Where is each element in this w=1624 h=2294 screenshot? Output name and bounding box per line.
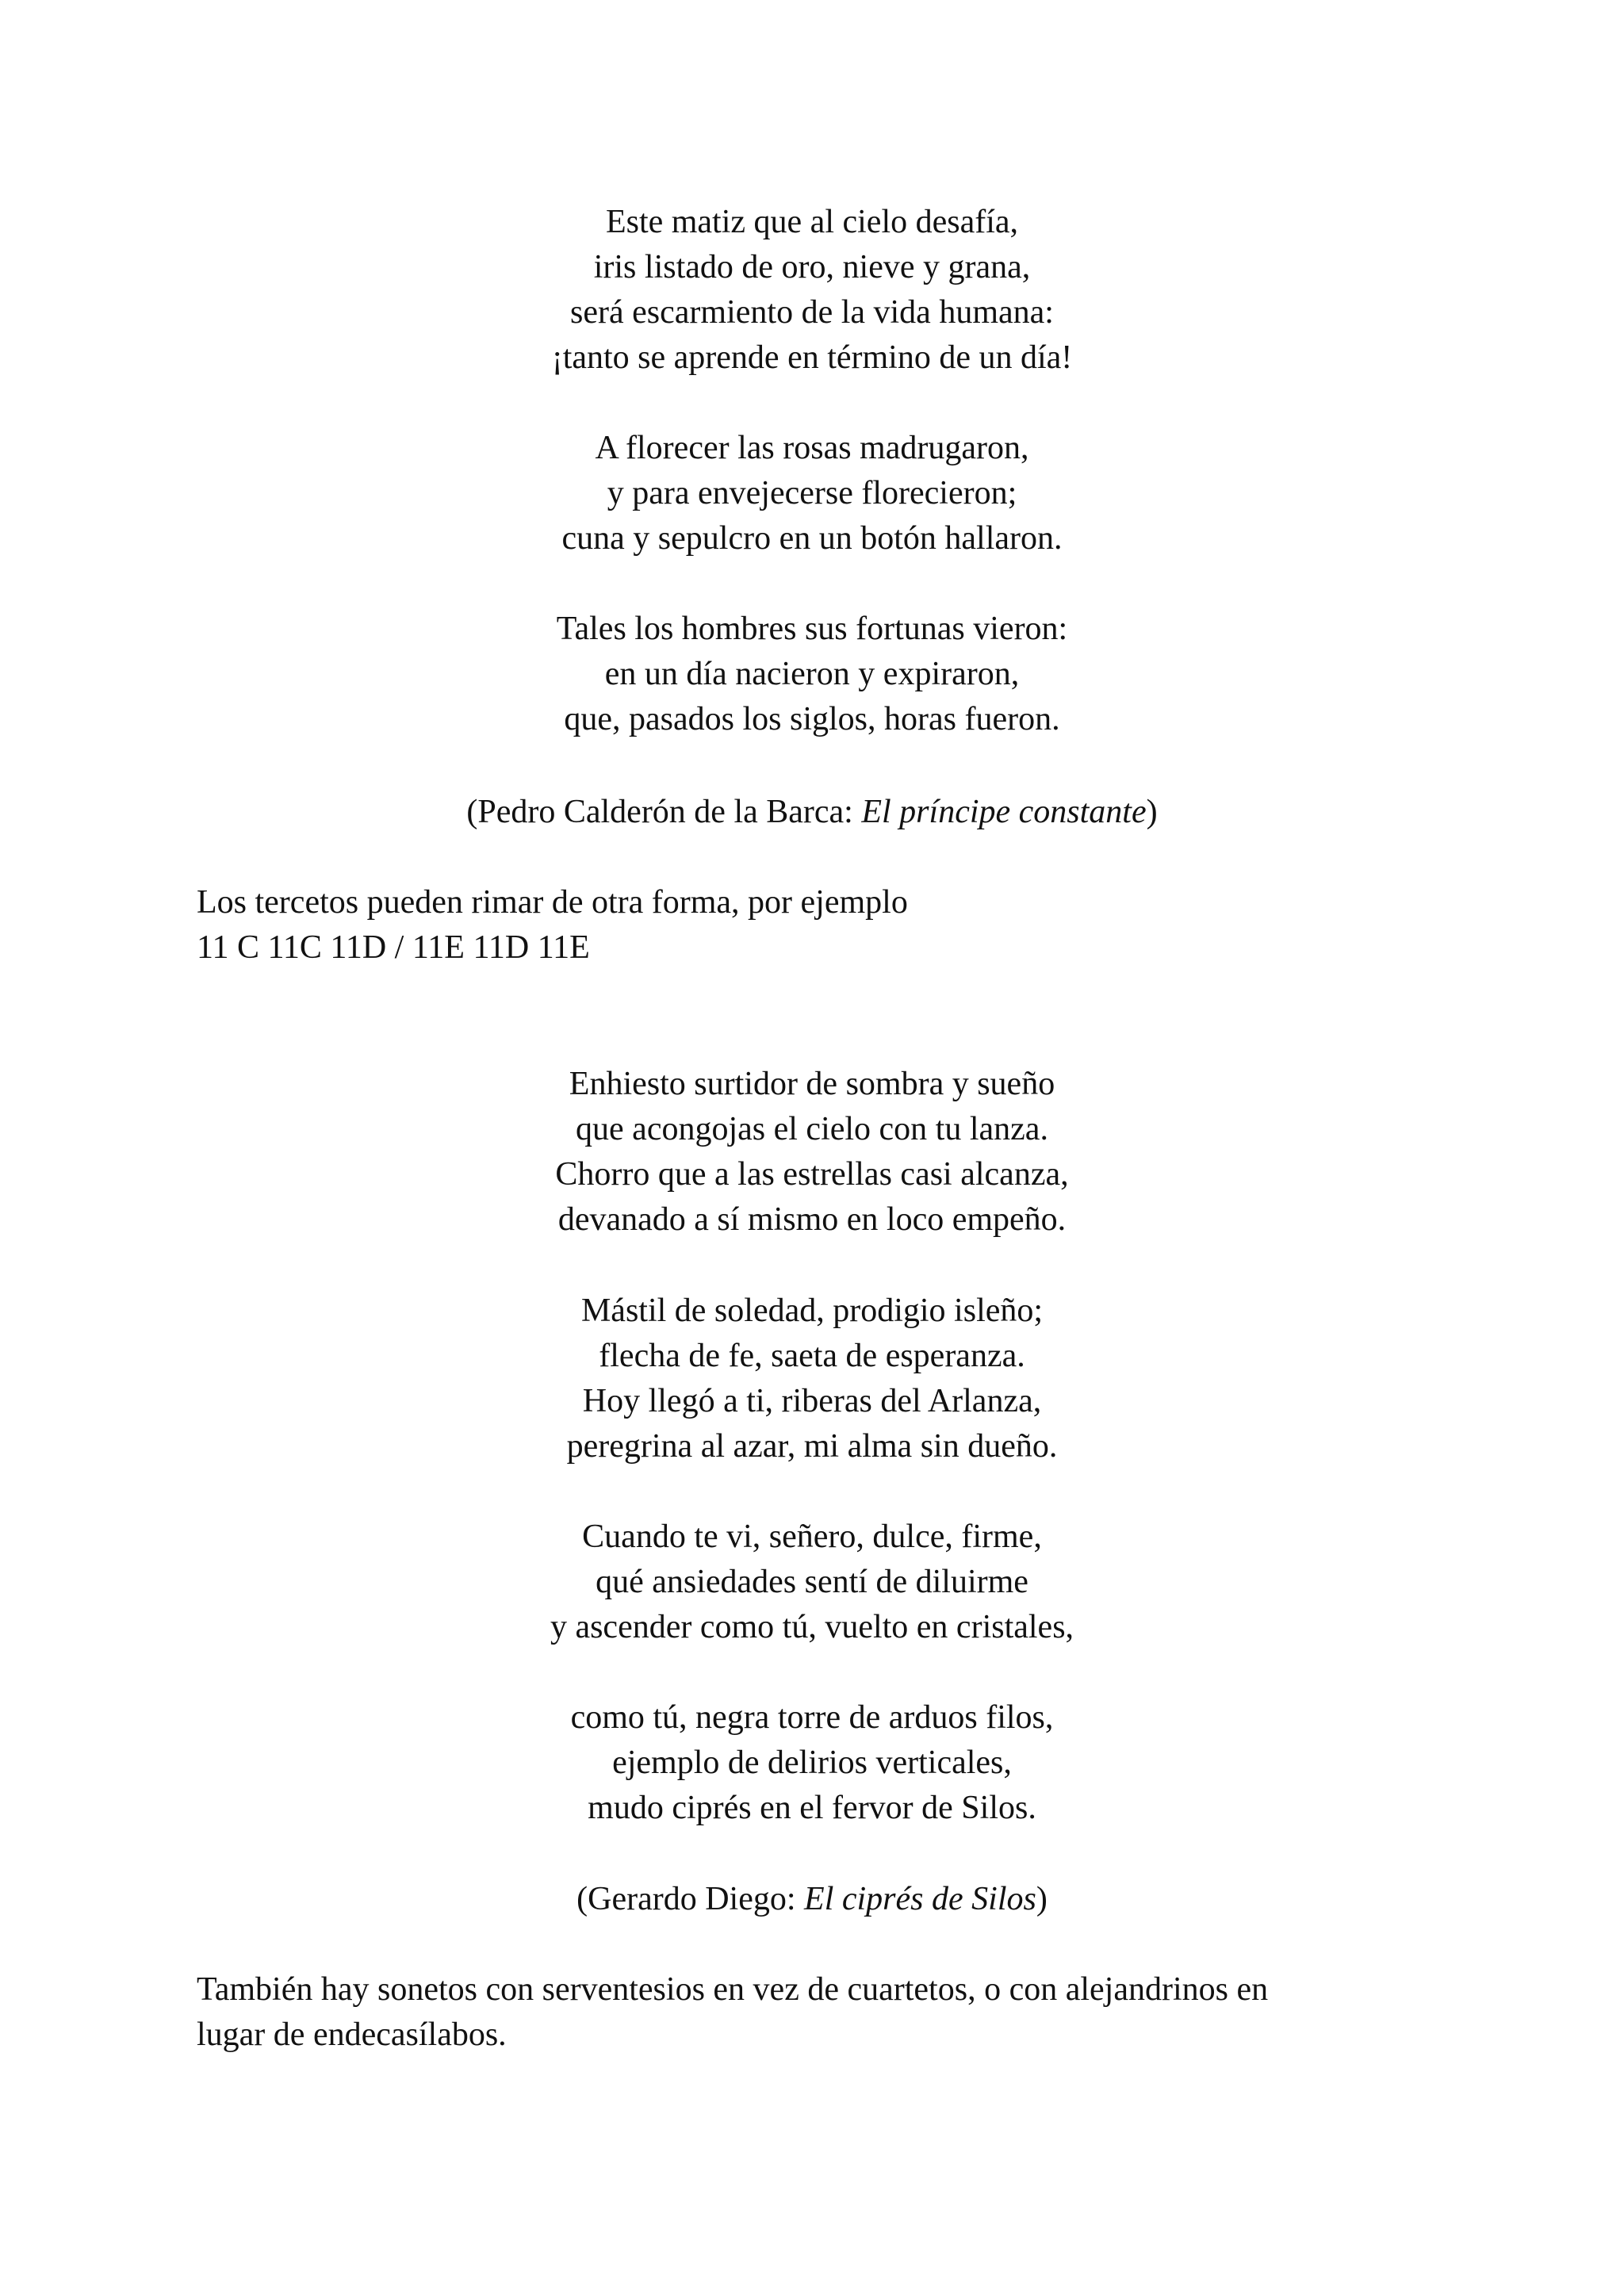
poem1-stanza-1: [0, 200, 1624, 381]
poem1-attribution: [0, 790, 1624, 835]
verse-line: que acongojas el cielo con tu lanza.: [576, 1111, 1048, 1147]
verse-line: iris listado de oro, nieve y grana,: [593, 249, 1031, 285]
poem1-stanza-3: [0, 607, 1624, 742]
verse-line: cuna y sepulcro en un botón hallaron.: [561, 520, 1063, 557]
verse-line: será escarmiento de la vida humana:: [570, 294, 1054, 331]
attribution-author: (Gerardo Diego:: [576, 1881, 805, 1917]
attribution-close: ): [1146, 794, 1158, 830]
verse-line: Este matiz que al cielo desafía,: [605, 204, 1019, 240]
verse-line: ¡tanto se aprende en término de un día!: [551, 339, 1073, 376]
verse-line: Cuando te vi, señero, dulce, firme,: [582, 1518, 1042, 1555]
attribution-work-title: El ciprés de Silos: [804, 1881, 1036, 1917]
poem2-attribution: [0, 1877, 1624, 1922]
verse-line: devanado a sí mismo en loco empeño.: [557, 1201, 1067, 1238]
verse-line: Tales los hombres sus fortunas vieron:: [556, 611, 1068, 647]
verse-line: y ascender como tú, vuelto en cristales,: [550, 1609, 1074, 1645]
verse-line: Mástil de soledad, prodigio isleño;: [580, 1293, 1044, 1329]
prose-line: lugar de endecasílabos.: [197, 2016, 507, 2053]
attribution-author: (Pedro Calderón de la Barca:: [466, 794, 862, 830]
verse-line: y para envejecerse florecieron;: [607, 475, 1017, 511]
verse-line: Hoy llegó a ti, riberas del Arlanza,: [582, 1383, 1042, 1419]
verse-line: Enhiesto surtidor de sombra y sueño: [569, 1066, 1055, 1102]
note1-paragraph: [197, 880, 1450, 971]
verse-line: Chorro que a las estrellas casi alcanza,: [555, 1156, 1069, 1193]
prose-line: 11 C 11C 11D / 11E 11D 11E: [197, 929, 590, 966]
verse-line: en un día nacieron y expiraron,: [604, 656, 1020, 692]
verse-line: qué ansiedades sentí de diluirme: [596, 1564, 1028, 1600]
poem2-stanza-1: [0, 1062, 1624, 1243]
verse-line: mudo ciprés en el fervor de Silos.: [588, 1790, 1036, 1826]
verse-line: que, pasados los siglos, horas fueron.: [564, 701, 1060, 737]
attribution-work-title: El príncipe constante: [861, 794, 1147, 830]
attribution-close: ): [1036, 1881, 1048, 1917]
poem2-stanza-3: [0, 1515, 1624, 1650]
poem2-stanza-4: [0, 1695, 1624, 1831]
prose-line: Los tercetos pueden rimar de otra forma, por ejemplo: [197, 884, 908, 921]
verse-line: A florecer las rosas madrugaron,: [595, 430, 1029, 466]
verse-line: flecha de fe, saeta de esperanza.: [599, 1338, 1025, 1374]
verse-line: peregrina al azar, mi alma sin dueño.: [566, 1428, 1058, 1465]
note2-paragraph: [197, 1967, 1450, 2058]
verse-line: como tú, negra torre de arduos filos,: [570, 1699, 1054, 1736]
prose-line: También hay sonetos con serventesios en vez de cuartetos, o con alejandrinos en: [197, 1971, 1269, 2008]
poem2-stanza-2: [0, 1289, 1624, 1469]
verse-line: ejemplo de delirios verticales,: [612, 1744, 1012, 1781]
poem1-stanza-2: [0, 426, 1624, 561]
